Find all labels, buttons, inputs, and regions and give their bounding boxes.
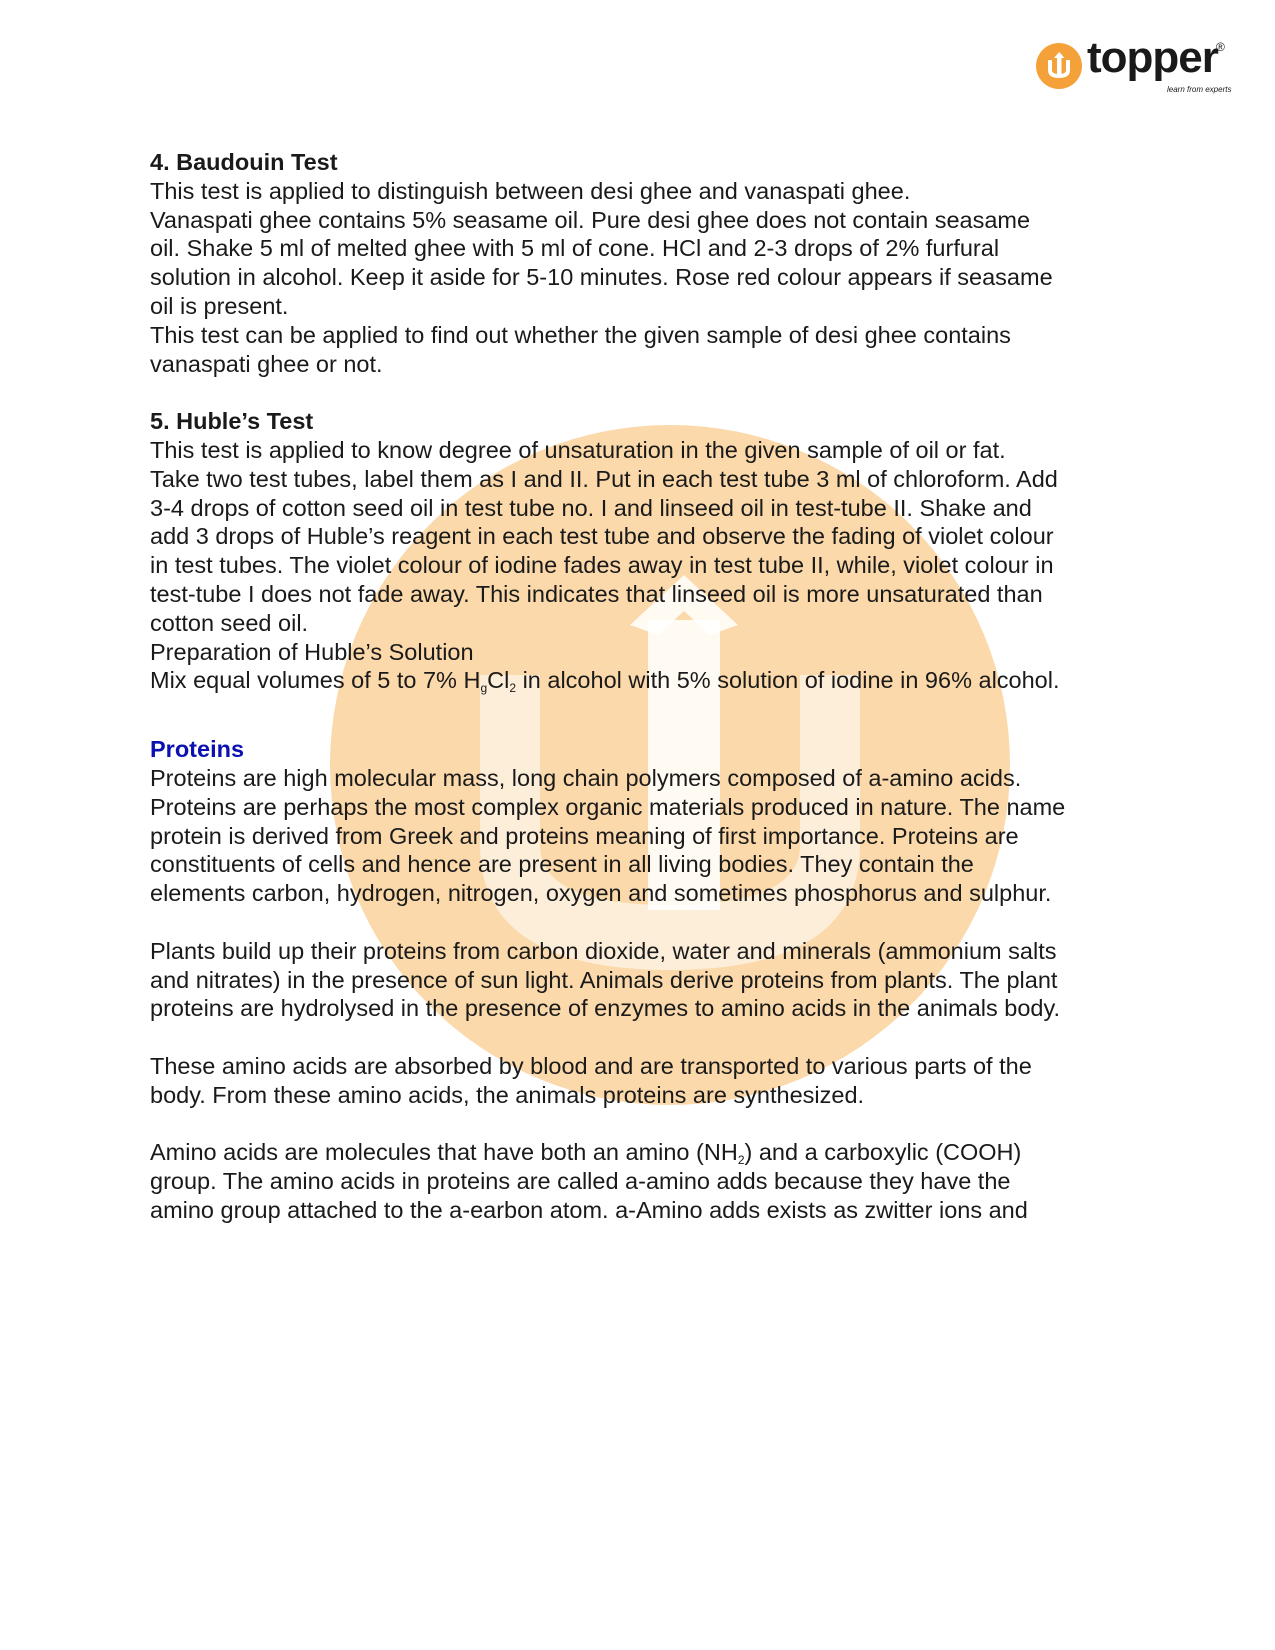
text-line: Vanaspati ghee contains 5% seasame oil. Pure desi ghee does not contain seasame: [150, 206, 1031, 233]
text-line: This test is applied to know degree of unsaturation in the given sample of oil or fat.: [150, 436, 1006, 463]
text-line: cotton seed oil.: [150, 609, 309, 636]
text-line: Preparation of Huble’s Solution: [150, 638, 474, 665]
text-line: This test is applied to distinguish between desi ghee and vanaspati ghee.: [150, 177, 911, 204]
text-line: These amino acids are absorbed by blood and are transported to various parts of the: [150, 1052, 1032, 1079]
section-heading-huble: 5. Huble’s Test: [150, 408, 314, 435]
text-line: Proteins are perhaps the most complex organic materials produced in nature. The name: [150, 793, 1066, 820]
spacer: [150, 695, 1150, 735]
text-line: test-tube I does not fade away. This indicates that linseed oil is more unsaturated than: [150, 580, 1043, 607]
logo-tagline: learn from experts: [1167, 85, 1232, 94]
registered-mark: ®: [1216, 40, 1225, 54]
section-heading-proteins: Proteins: [150, 736, 245, 763]
text-line: Take two test tubes, label them as I and II. Put in each test tube 3 ml of chloroform. Add: [150, 465, 1058, 492]
text-line: in test tubes. The violet colour of iodine fades away in test tube II, while, violet colour in: [150, 552, 1054, 579]
text-line: oil is present.: [150, 292, 289, 319]
text-line: 3-4 drops of cotton seed oil in test tube no. I and linseed oil in test-tube II. Shake and: [150, 494, 1032, 521]
topper-logo: [1035, 33, 1235, 100]
text-line: proteins are hydrolysed in the presence of enzymes to amino acids in the animals body.: [150, 995, 1061, 1022]
text-line: elements carbon, hydrogen, nitrogen, oxygen and sometimes phosphorus and sulphur.: [150, 880, 1052, 907]
text-line: Proteins are high molecular mass, long chain polymers composed of a-amino acids.: [150, 764, 1022, 791]
text-line: Plants build up their proteins from carbon dioxide, water and minerals (ammonium salts: [150, 937, 1057, 964]
logo-brand-text: topper: [1087, 33, 1218, 82]
spacer: [150, 1023, 1150, 1052]
amino-line: Amino acids are molecules that have both an amino $(NH_2)$ and a carboxylic (COOH): [150, 1139, 1022, 1168]
spacer: [150, 1110, 1150, 1139]
text-line: protein is derived from Greek and proteins meaning of first importance. Proteins are: [150, 822, 1019, 849]
section-heading-baudouin: 4. Baudouin Test: [150, 149, 338, 175]
text-line: solution in alcohol. Keep it aside for 5-10 minutes. Rose red colour appears if seasame: [150, 264, 1053, 291]
text-line: vanaspati ghee or not.: [150, 350, 383, 377]
text-line: constituents of cells and hence are present in all living bodies. They contain the: [150, 851, 974, 878]
text-line: This test can be applied to find out whether the given sample of desi ghee contains: [150, 321, 1011, 348]
text-line: amino group attached to the a-earbon atom. a-Amino adds exists as zwitter ions and: [150, 1196, 1028, 1223]
spacer: [150, 908, 1150, 937]
text-line: body. From these amino acids, the animals proteins are synthesized.: [150, 1081, 865, 1108]
text-line: oil. Shake 5 ml of melted ghee with 5 ml of cone. HCl and 2-3 drops of 2% furfural: [150, 235, 1000, 262]
text-line: add 3 drops of Huble’s reagent in each test tube and observe the fading of violet colour: [150, 523, 1054, 550]
text-line: and nitrates) in the presence of sun light. Animals derive proteins from plants. The plant: [150, 966, 1058, 993]
text-line: group. The amino acids in proteins are called a-amino adds because they have the: [150, 1168, 1011, 1195]
document-body: [150, 148, 1150, 1225]
mix-line: Mix equal volumes of 5 to 7% $H_gCl_2$ in alcohol with 5% solution of iodine in 96% alcohol.: [150, 667, 1060, 696]
topper-logo-icon: [1035, 42, 1083, 90]
spacer: [150, 378, 1150, 407]
